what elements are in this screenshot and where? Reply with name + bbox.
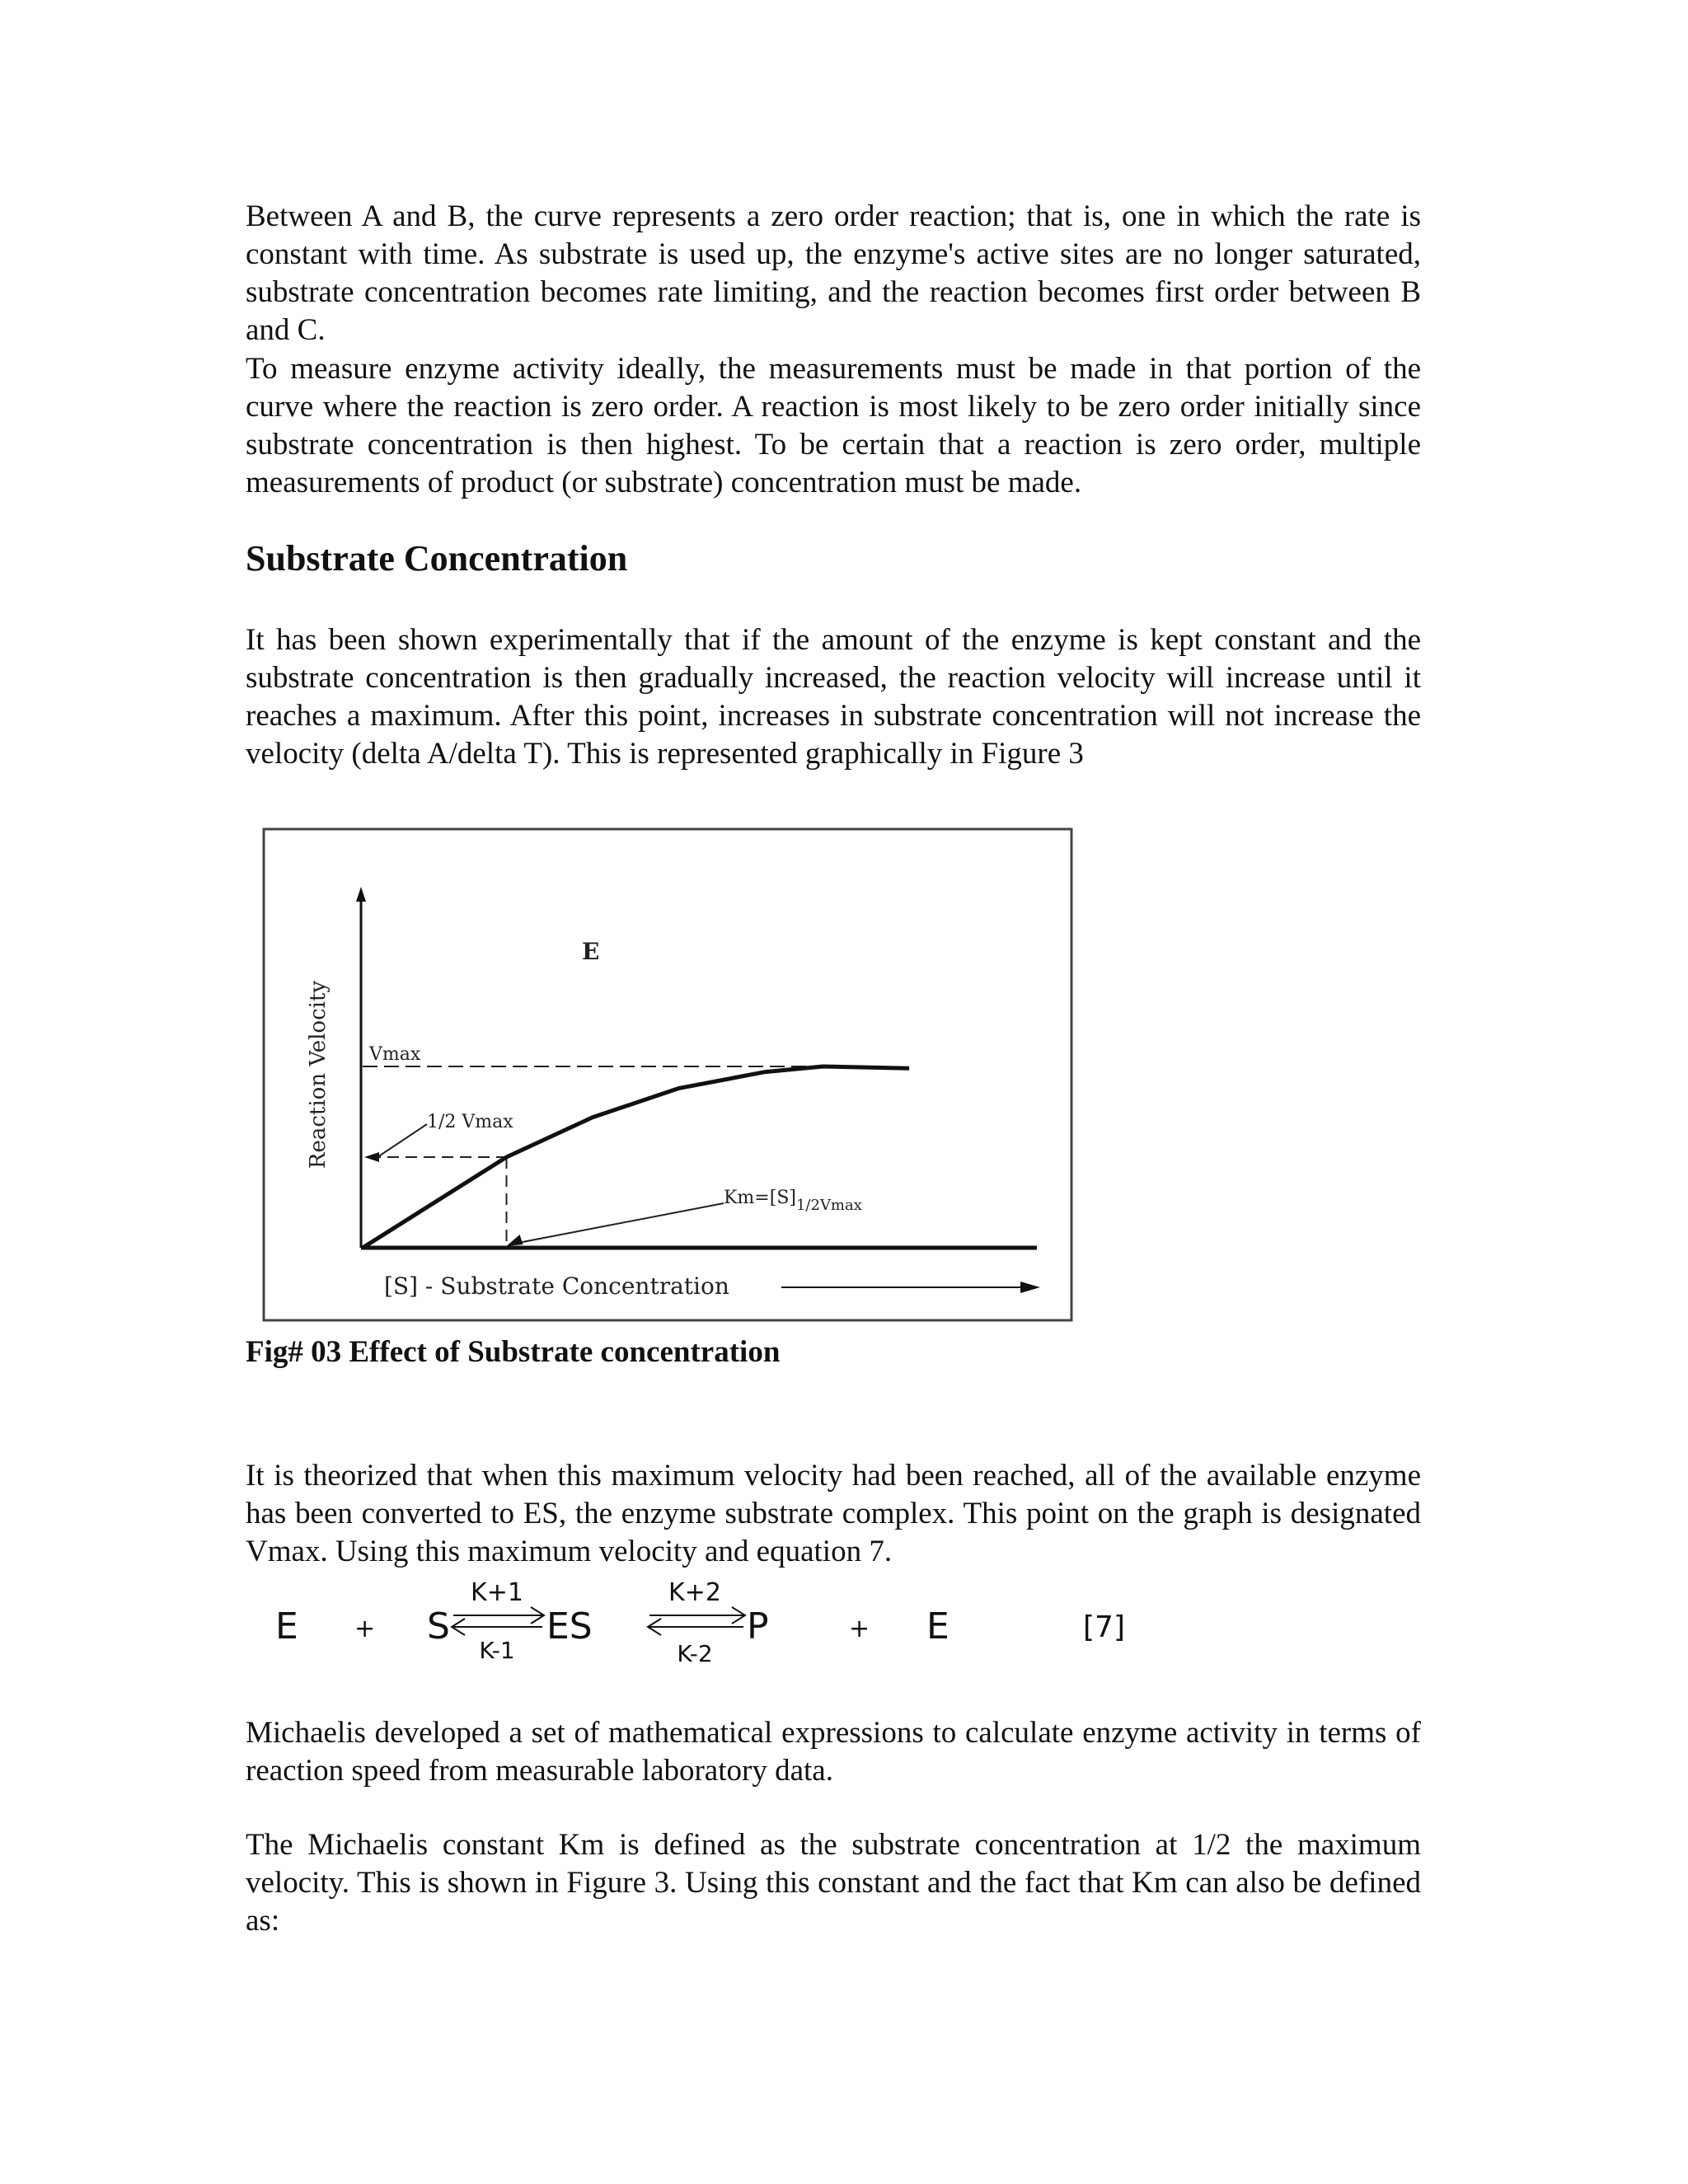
- vmax-label: Vmax: [369, 1044, 421, 1065]
- figure-caption: Fig# 03 Effect of Substrate concentration: [246, 1335, 781, 1369]
- y-axis-label: Reaction Velocity: [306, 980, 331, 1169]
- paragraph-substrate-experiment: It has been shown experimentally that if the amount of the enzyme is kept constant and the substrate concentration is then gradually increased, the reaction velocity will increase until it reaches a maximum. After this point, increases in substrate concentration will not increase the velocity (delta A/delta T). This is represented graphically in Figure 3: [246, 623, 1421, 771]
- section-heading: Substrate Concentration: [246, 538, 628, 579]
- km-label-subscript: 1/2Vmax: [795, 1197, 862, 1214]
- letter-e: E: [582, 938, 600, 965]
- figure-substrate-concentration: [262, 827, 1073, 1322]
- equation-k-plus-1: K+1: [471, 1578, 523, 1607]
- km-label-main: Km=[S]: [724, 1188, 796, 1208]
- paragraph-km-definition: The Michaelis constant Km is defined as the substrate concentration at 1/2 the maximum velocity. This is shown in Figure 3. Using this constant and the fact that Km can also be defined as:: [246, 1828, 1421, 1938]
- paragraph-zero-order: Between A and B, the curve represents a zero order reaction; that is, one in which the rate is constant with time. As substrate is used up, the enzyme's active sites are no longer saturated, substrate concentration becomes rate limiting, and the reaction becomes first order between B and C.: [246, 199, 1421, 347]
- equation-plus-2: +: [849, 1615, 870, 1643]
- equation-k-plus-2: K+2: [668, 1578, 721, 1607]
- equation-plus-1: +: [354, 1615, 376, 1643]
- equation-s: S: [427, 1605, 450, 1647]
- equation-k-minus-1: K-1: [479, 1637, 515, 1664]
- paragraph-measure-activity: To measure enzyme activity ideally, the measurements must be made in that portion of the curve where the reaction is zero order. A reaction is most likely to be zero order initially since substrate concentration is then highest. To be certain that a reaction is zero order, multiple measurements of product (or substrate) concentration must be made.: [246, 352, 1421, 499]
- equation-svg: [262, 1566, 1169, 1681]
- paragraph-vmax-theory: It is theorized that when this maximum velocity had been reached, all of the available enzyme has been converted to ES, the enzyme substrate complex. This point on the graph is designated Vmax. Using this maximum velocity and equation 7.: [246, 1459, 1421, 1568]
- paragraph-michaelis: Michaelis developed a set of mathematical expressions to calculate enzyme activity in terms of reaction speed from measurable laboratory data.: [246, 1716, 1421, 1788]
- equation-k-minus-2: K-2: [677, 1640, 713, 1667]
- equation-es: ES: [546, 1605, 593, 1647]
- equation-7: [262, 1566, 1169, 1681]
- chart-svg: [262, 827, 1073, 1322]
- equation-p: P: [747, 1605, 769, 1647]
- x-axis-label: [S] - Substrate Concentration: [384, 1272, 729, 1300]
- equation-e-right: E: [926, 1605, 950, 1647]
- half-vmax-label: 1/2 Vmax: [427, 1112, 513, 1132]
- equation-number: [7]: [1083, 1610, 1125, 1644]
- equation-e-left: E: [275, 1605, 298, 1647]
